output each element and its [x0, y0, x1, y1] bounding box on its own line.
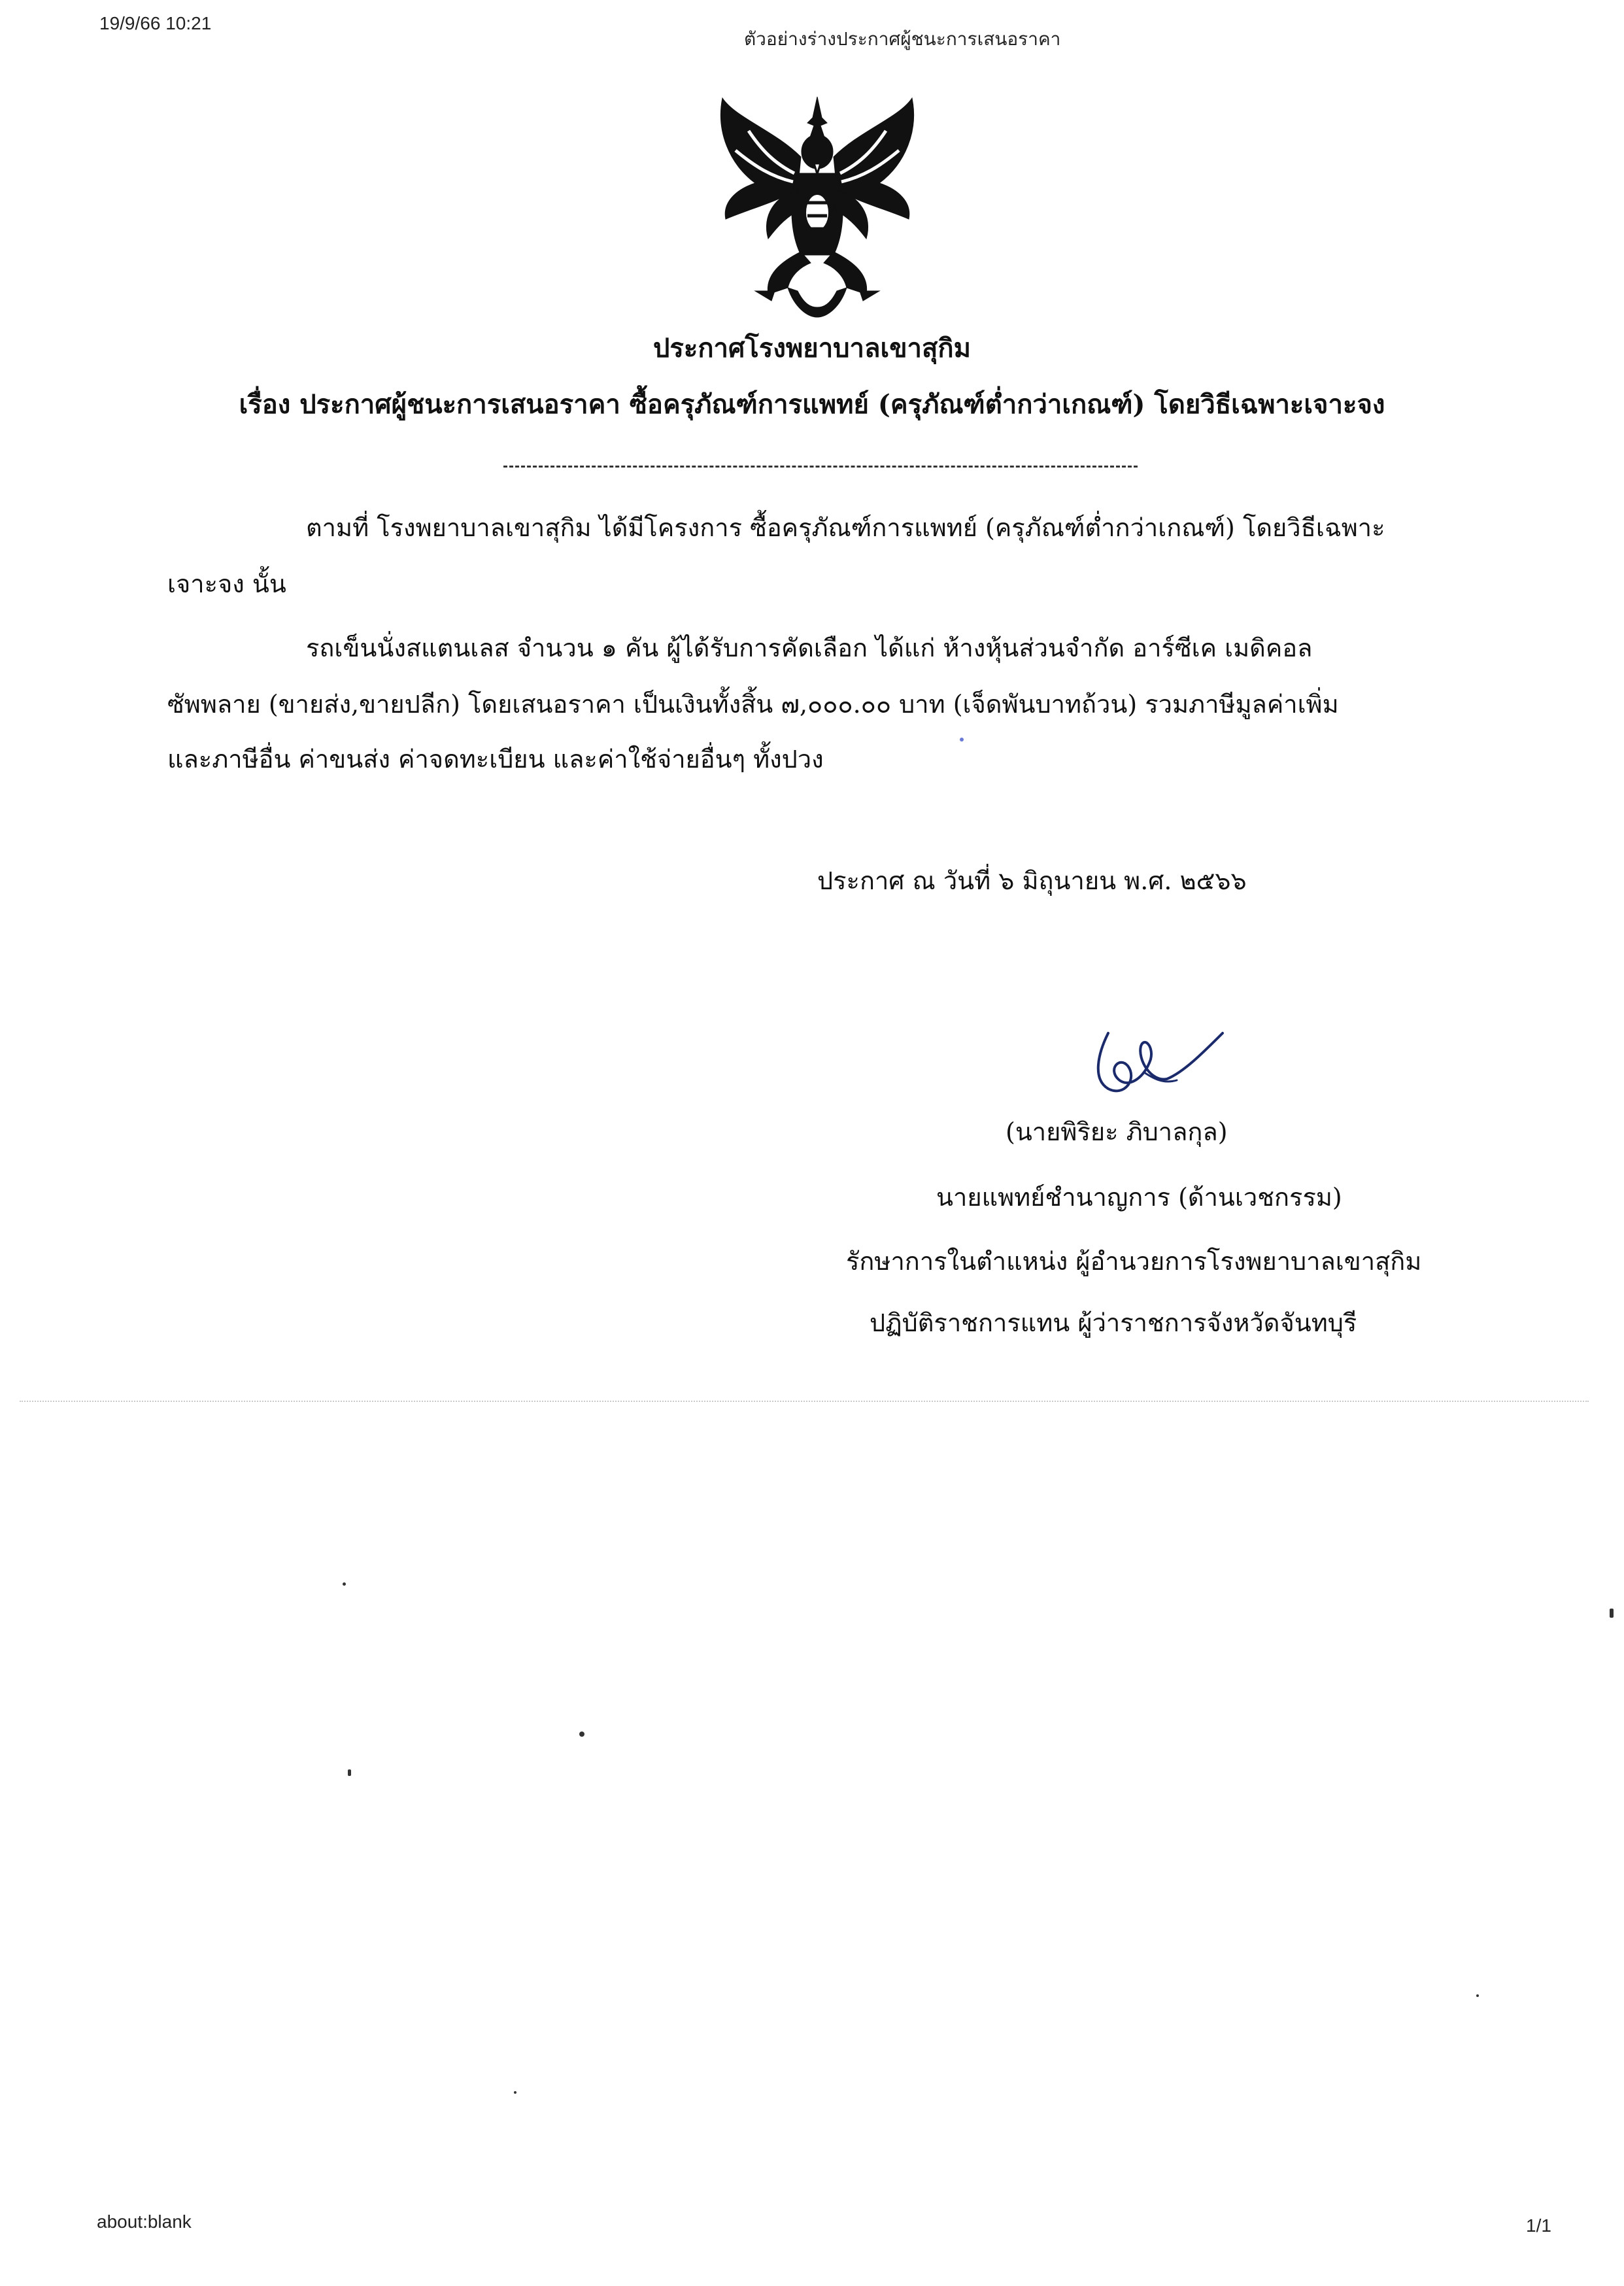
signer-name: (นายพิริยะ ภิบาลกุล): [1006, 1117, 1228, 1146]
paragraph1-line2: เจาะจง นั้น: [167, 570, 286, 598]
scan-speck: [1476, 1994, 1479, 1997]
signer-title-line1: นายแพทย์ชำนาญการ (ด้านเวชกรรม): [936, 1183, 1342, 1212]
print-page-title: ตัวอย่างร่างประกาศผู้ชนะการเสนอราคา: [744, 29, 1061, 49]
paragraph1-line1: ตามที่ โรงพยาบาลเขาสุกิม ได้มีโครงการ ซื้อครุภัณฑ์การแพทย์ (ครุภัณฑ์ต่ำกว่าเกณฑ์) โดยวิธีเฉพาะ: [306, 513, 1385, 542]
signer-title-line3: ปฏิบัติราชการแทน ผู้ว่าราชการจังหวัดจันทบุรี: [870, 1308, 1357, 1337]
scan-fold-line: [20, 1401, 1589, 1402]
scan-speck: [348, 1769, 351, 1776]
scan-speck: [343, 1582, 346, 1586]
print-url: about:blank: [97, 2211, 192, 2232]
separator-line: [503, 466, 1138, 468]
paragraph2-line3: และภาษีอื่น ค่าขนส่ง ค่าจดทะเบียน และค่าใช้จ่ายอื่นๆ ทั้งปวง: [167, 745, 824, 774]
paragraph2-line2: ซัพพลาย (ขายส่ง,ขายปลีก) โดยเสนอราคา เป็นเงินทั้งสิ้น ๗,๐๐๐.๐๐ บาท (เจ็ดพันบาทถ้วน) รวมภาษีมูลค่าเพิ่ม: [167, 690, 1339, 719]
scan-speck: [960, 738, 964, 742]
scan-speck: [514, 2091, 516, 2094]
signer-title-line2: รักษาการในตำแหน่ง ผู้อำนวยการโรงพยาบาลเขาสุกิม: [846, 1247, 1422, 1276]
print-timestamp: 19/9/66 10:21: [99, 13, 212, 33]
announcement-date: ประกาศ ณ วันที่ ๖ มิถุนายน พ.ศ. ๒๕๖๖: [817, 866, 1247, 895]
announcement-subject-heading: เรื่อง ประกาศผู้ชนะการเสนอราคา ซื้อครุภัณฑ์การแพทย์ (ครุภัณฑ์ต่ำกว่าเกณฑ์) โดยวิธีเฉพาะเจาะจง: [239, 389, 1385, 420]
paragraph2-line1: รถเข็นนั่งสแตนเลส จำนวน ๑ คัน ผู้ได้รับการคัดเลือก ได้แก่ ห้างหุ้นส่วนจำกัด อาร์ซีเค เมดิคอล: [306, 634, 1313, 662]
garuda-emblem-icon: [709, 92, 925, 320]
scan-speck: [579, 1732, 584, 1737]
scan-speck: [1610, 1609, 1614, 1618]
handwritten-signature: [1046, 1007, 1236, 1112]
print-page-number: 1/1: [1526, 2215, 1551, 2236]
announcement-issuer-heading: ประกาศโรงพยาบาลเขาสุกิม: [652, 333, 972, 364]
